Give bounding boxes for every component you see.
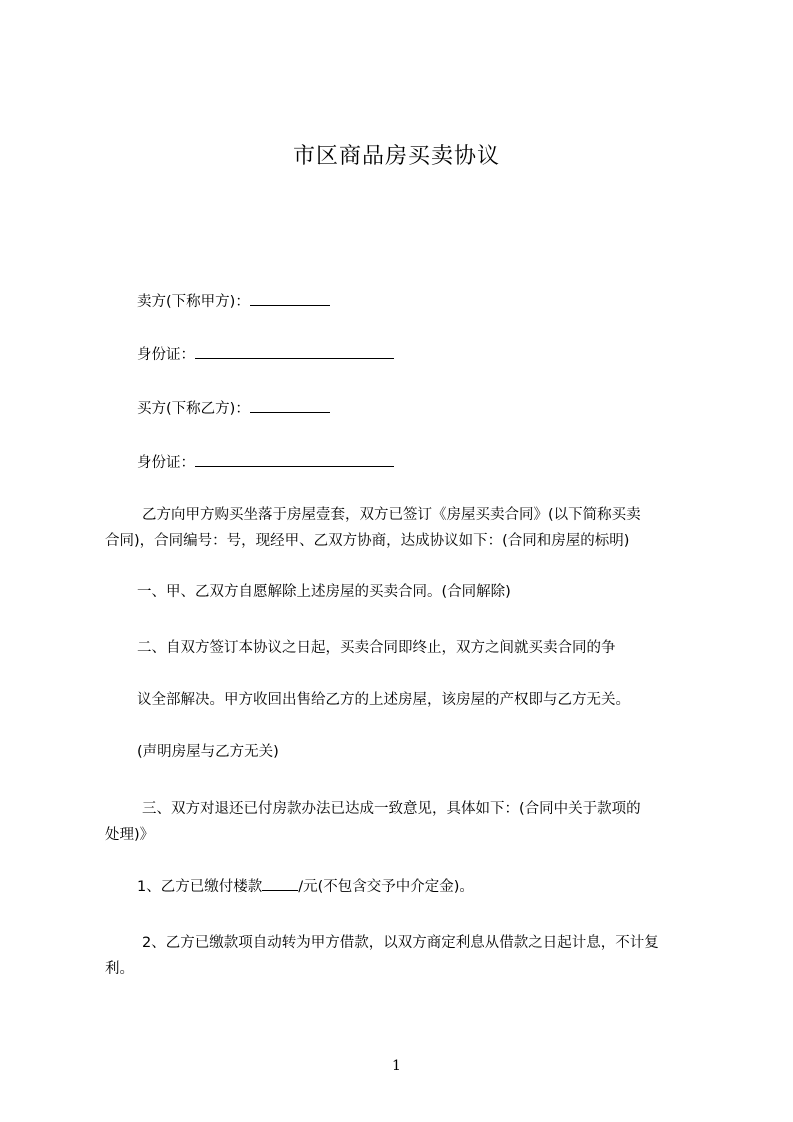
buyer-id-blank[interactable] — [195, 452, 394, 467]
seller-id-field — [137, 344, 394, 365]
intro-paragraph — [105, 502, 717, 554]
clause-2-line-2: 议全部解决。甲方收回出售给乙方的上述房屋，该房屋的产权即与乙方无关。 — [137, 692, 630, 708]
intro-line-1: 乙方向甲方购买坐落于房屋壹套，双方已签订《房屋买卖合同》(以下简称买卖 — [142, 507, 641, 523]
seller-id-blank[interactable] — [195, 344, 394, 359]
clause-2-line-1: 二、自双方签订本协议之日起，买卖合同即终止，双方之间就买卖合同的争 — [137, 640, 616, 656]
clause-3-paragraph — [105, 796, 717, 848]
buyer-label: 买方(下称乙方)： — [137, 401, 250, 417]
item-2-line-2: 利。 — [105, 961, 134, 977]
clause-3-line-2: 处理)》 — [105, 827, 155, 843]
item-2-paragraph — [105, 930, 717, 982]
clause-2-note: (声明房屋与乙方无关) — [137, 744, 279, 760]
item-2-line-1: 2、乙方已缴款项自动转为甲方借款，以双方商定利息从借款之日起计息，不计复 — [142, 935, 659, 951]
buyer-blank[interactable] — [250, 398, 330, 413]
payment-amount-blank[interactable] — [262, 876, 298, 891]
item-1 — [137, 876, 474, 897]
item-1-prefix: 1、乙方已缴付楼款 — [137, 879, 263, 895]
seller-id-label: 身份证： — [137, 347, 195, 363]
page-number: 1 — [392, 1058, 401, 1074]
clause-3-line-1: 三、双方对退还已付房款办法已达成一致意见，具体如下：(合同中关于款项的 — [142, 801, 641, 817]
seller-label: 卖方(下称甲方)： — [137, 294, 250, 310]
buyer-id-label: 身份证： — [137, 455, 195, 471]
seller-field — [137, 291, 330, 312]
buyer-field — [137, 398, 330, 419]
document-title: 市区商品房买卖协议 — [292, 144, 500, 169]
clause-1: 一、甲、乙双方自愿解除上述房屋的买卖合同。(合同解除) — [137, 584, 511, 600]
buyer-id-field — [137, 452, 394, 473]
seller-blank[interactable] — [250, 291, 330, 306]
intro-line-2: 合同)，合同编号：号，现经甲、乙双方协商，达成协议如下：(合同和房屋的标明) — [105, 533, 630, 549]
item-1-suffix: /元(不包含交予中介定金)。 — [298, 879, 474, 895]
